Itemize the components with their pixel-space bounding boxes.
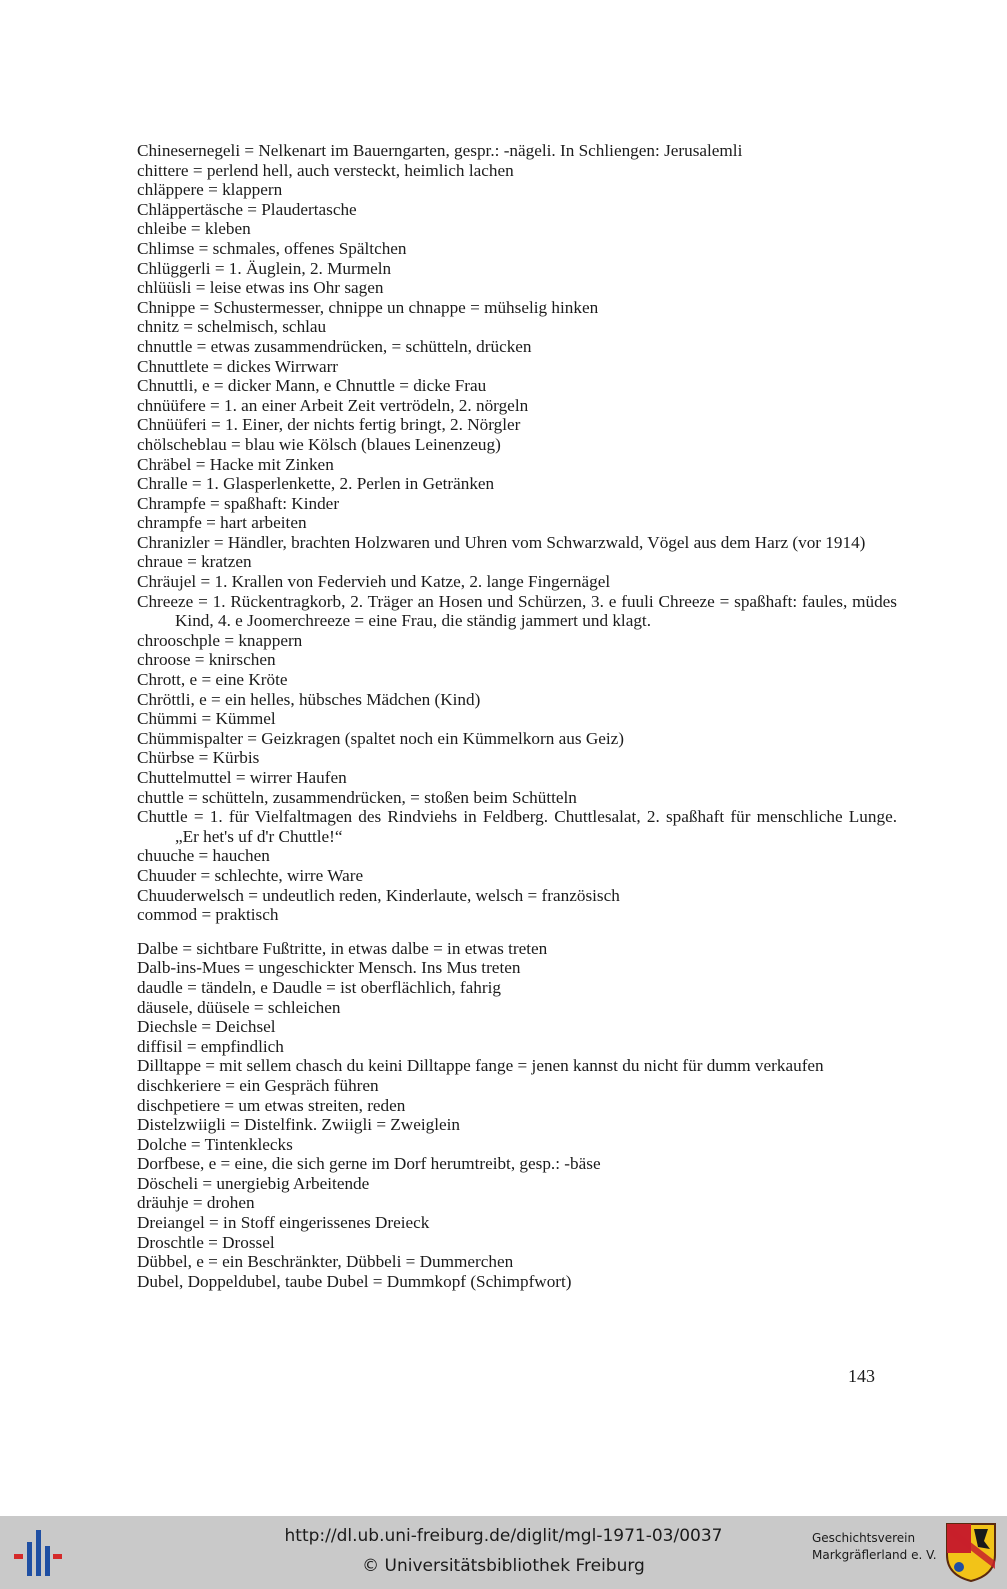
glossary-entry: Döscheli = unergiebig Arbeitende <box>137 1173 370 1193</box>
glossary-entry: Chröttli, e = ein helles, hübsches Mädchen (Kind) <box>137 689 481 709</box>
glossary-entry: Dalbe = sichtbare Fußtritte, in etwas dalbe = in etwas treten <box>137 938 548 958</box>
glossary-entry: chuuche = hauchen <box>137 846 270 866</box>
glossary-entry: Dolche = Tintenklecks <box>137 1134 293 1154</box>
glossary-entry: chölscheblau = blau wie Kölsch (blaues Leinenzeug) <box>137 434 501 454</box>
society-name-line2: Markgräflerland e. V. <box>812 1548 937 1562</box>
glossary-entry: chnuttle = etwas zusammendrücken, = schütteln, drücken <box>137 336 532 356</box>
glossary-entry: Chnuttli, e = dicker Mann, e Chnuttle = dicke Frau <box>137 376 487 396</box>
glossary-entry: däusele, düüsele = schleichen <box>137 997 341 1017</box>
glossary-entry: Chrott, e = eine Kröte <box>137 670 288 690</box>
glossary-entry: Chläppertäsche = Plaudertasche <box>137 199 357 219</box>
glossary-entry: Dalb-ins-Mues = ungeschickter Mensch. Ins Mus treten <box>137 958 521 978</box>
glossary-entry: Dübbel, e = ein Beschränkter, Dübbeli = Dummerchen <box>137 1252 514 1272</box>
glossary-entries <box>137 141 897 1291</box>
glossary-entry: Chürbse = Kürbis <box>137 748 260 768</box>
glossary-entry: Dilltappe = mit sellem chasch du keini Dilltappe fange = jenen kannst du nicht für dumm verkaufen <box>137 1056 824 1076</box>
glossary-entry: Dorfbese, e = eine, die sich gerne im Dorf herumtreibt, gesp.: -bäse <box>137 1154 601 1174</box>
glossary-entry: chleibe = kleben <box>137 219 251 239</box>
glossary-entry: Chnuttlete = dickes Wirrwarr <box>137 356 339 376</box>
glossary-entry: Chinesernegeli = Nelkenart im Bauerngarten, gespr.: -nägeli. In Schliengen: Jerusalemli <box>137 141 743 160</box>
page-number: 143 <box>848 1366 875 1386</box>
glossary-entry: chlüüsli = leise etwas ins Ohr sagen <box>137 278 384 298</box>
glossary-entry: chraue = kratzen <box>137 552 252 572</box>
glossary-entry: Chnüüferi = 1. Einer, der nichts fertig bringt, 2. Nörgler <box>137 415 521 435</box>
glossary-entry: chittere = perlend hell, auch versteckt, heimlich lachen <box>137 160 514 180</box>
glossary-entry: Chreeze = 1. Rückentragkorb, 2. Träger an Hosen und Schürzen, 3. e fuuli Chreeze = spaßhaft: faules, müdes Kind, 4. e Joomerchreeze = eine Frau, die ständig jammert und klagt. <box>137 591 897 631</box>
glossary-entry: diffisil = empfindlich <box>137 1036 284 1056</box>
glossary-entry: dräuhje = drohen <box>137 1193 255 1213</box>
glossary-entry: chnitz = schelmisch, schlau <box>137 317 327 337</box>
copyright-notice: © Universitätsbibliothek Freiburg <box>362 1556 645 1576</box>
glossary-entry: Chlimse = schmales, offenes Spältchen <box>137 238 407 258</box>
glossary-entry: Chräbel = Hacke mit Zinken <box>137 454 334 474</box>
glossary-entry: chrooschple = knappern <box>137 630 303 650</box>
glossary-entry: Chuttle = 1. für Vielfaltmagen des Rindviehs in Feldberg. Chuttlesalat, 2. spaßhaft für menschliche Lunge. „Er het's uf d'r Chuttle!“ <box>137 807 897 846</box>
glossary-entry: Chräujel = 1. Krallen von Federvieh und Katze, 2. lange Fingernägel <box>137 572 611 592</box>
glossary-entry: Distelzwiigli = Distelfink. Zwiigli = Zweiglein <box>137 1115 460 1135</box>
section-gap <box>137 925 897 939</box>
glossary-entry: Chralle = 1. Glasperlenkette, 2. Perlen in Getränken <box>137 474 495 494</box>
glossary-entry: daudle = tändeln, e Daudle = ist oberflächlich, fahrig <box>137 977 501 997</box>
society-name-line1: Geschichtsverein <box>812 1531 916 1545</box>
glossary-entry: Chuttelmuttel = wirrer Haufen <box>137 768 347 787</box>
glossary-entry: Chümmispalter = Geizkragen (spaltet noch ein Kümmelkorn aus Geiz) <box>137 728 624 748</box>
society-name <box>812 1530 940 1564</box>
glossary-entry: Dreiangel = in Stoff eingerissenes Dreieck <box>137 1213 430 1233</box>
glossary-entry: Droschtle = Drossel <box>137 1232 275 1252</box>
coat-of-arms-icon <box>944 1521 998 1583</box>
viewer-footer <box>0 1516 1007 1589</box>
glossary-entry: Chrampfe = spaßhaft: Kinder <box>137 493 340 513</box>
glossary-entry: Chuuderwelsch = undeutlich reden, Kinderlaute, welsch = französisch <box>137 885 620 905</box>
glossary-entry: Chranizler = Händler, brachten Holzwaren und Uhren vom Schwarzwald, Vögel aus dem Harz (vor 1914) <box>137 532 866 552</box>
glossary-entry: Dubel, Doppeldubel, taube Dubel = Dummkopf (Schimpfwort) <box>137 1271 572 1291</box>
glossary-entry: dischkeriere = ein Gespräch führen <box>137 1075 379 1095</box>
glossary-entry: chuttle = schütteln, zusammendrücken, = stoßen beim Schütteln <box>137 787 577 807</box>
glossary-entry: chrampfe = hart arbeiten <box>137 513 307 533</box>
glossary-entry: commod = praktisch <box>137 905 279 925</box>
glossary-entry: dischpetiere = um etwas streiten, reden <box>137 1095 406 1115</box>
glossary-entry: chnüüfere = 1. an einer Arbeit Zeit vertrödeln, 2. nörgeln <box>137 395 529 415</box>
glossary-entry: Chümmi = Kümmel <box>137 709 276 729</box>
glossary-entry: chläppere = klappern <box>137 180 283 200</box>
glossary-entry: Chuuder = schlechte, wirre Ware <box>137 865 364 885</box>
permalink-url[interactable]: http://dl.ub.uni-freiburg.de/diglit/mgl-1971-03/0037 <box>284 1526 723 1546</box>
glossary-entry: Diechsle = Deichsel <box>137 1017 276 1037</box>
glossary-entry: chroose = knirschen <box>137 650 276 670</box>
glossary-entry: Chnippe = Schustermesser, chnippe un chnappe = mühselig hinken <box>137 297 599 317</box>
glossary-entry: Chlüggerli = 1. Äuglein, 2. Murmeln <box>137 258 392 278</box>
